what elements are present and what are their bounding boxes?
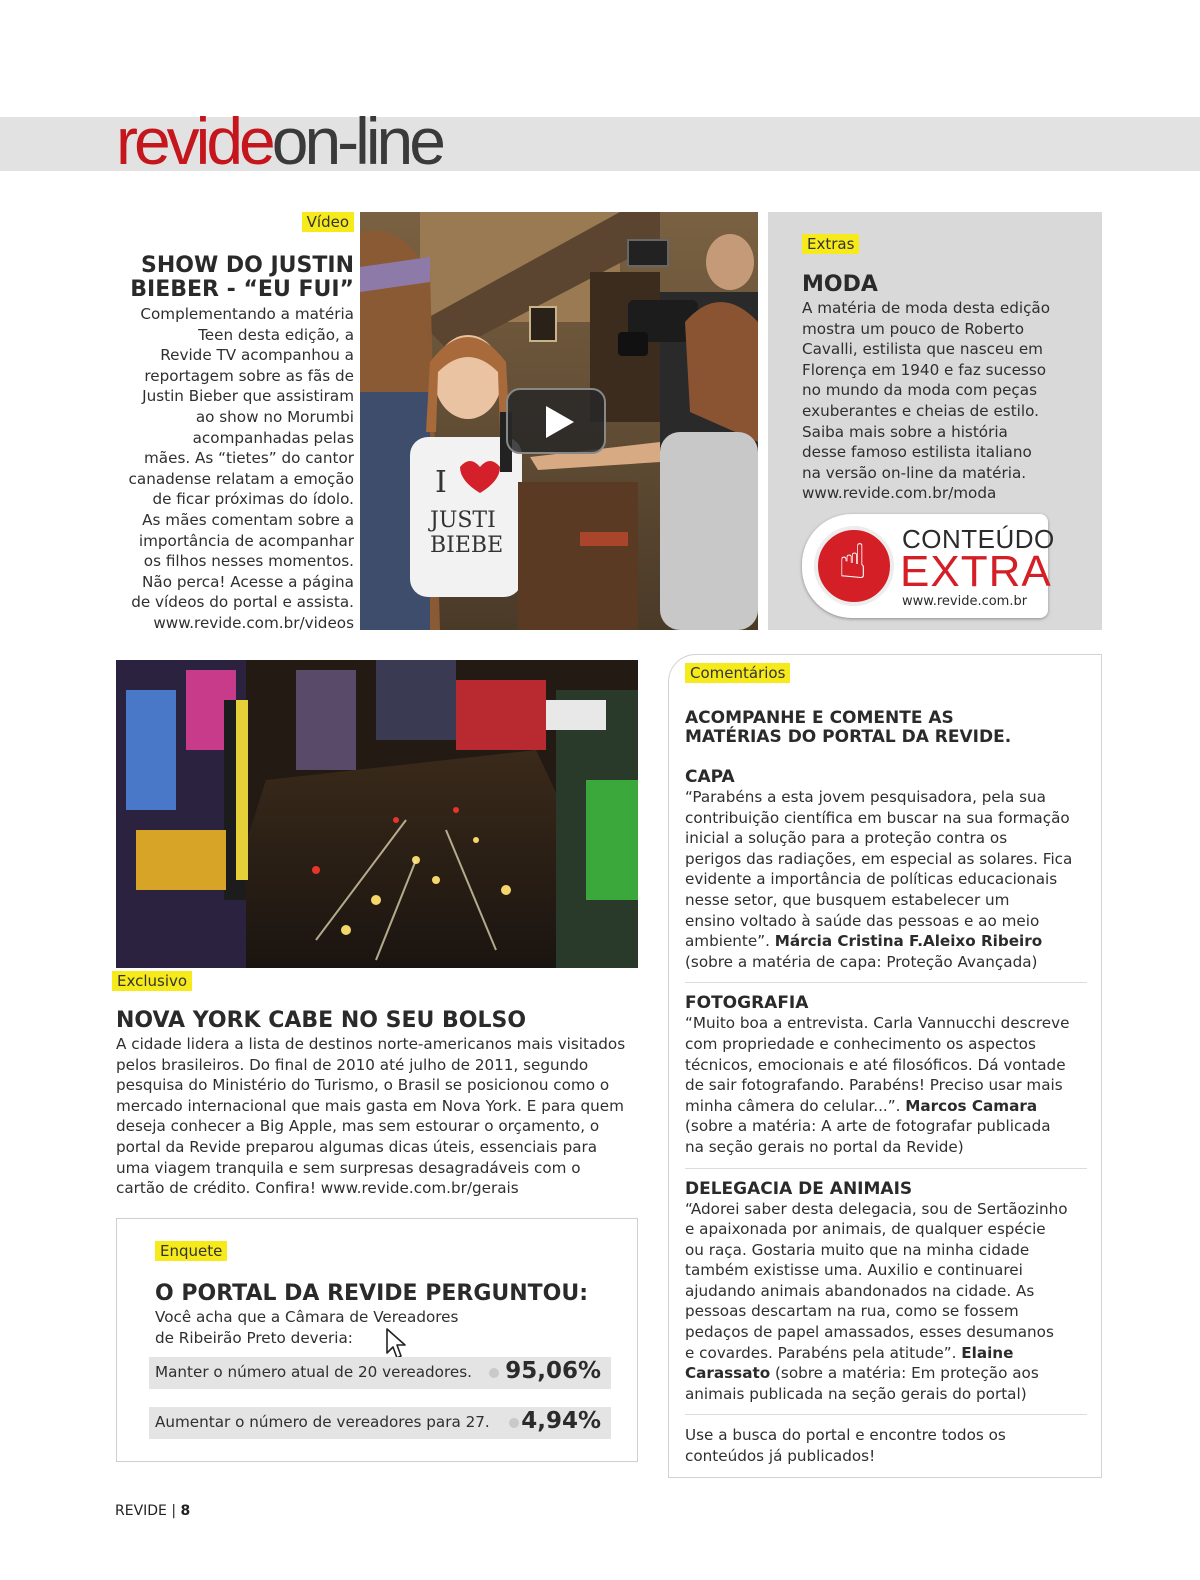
comentarios-footer [685,1425,1083,1466]
text-line: deseja conhecer a Big Apple, mas sem estourar o orçamento, o [116,1117,600,1136]
text-line: Não perca! Acesse a página [142,572,354,591]
page-number: 8 [180,1503,191,1519]
text-line [685,931,1083,952]
text-line: nesse setor, que busquem estabelecer um [685,890,1010,909]
play-button[interactable] [506,388,606,454]
video-thumbnail[interactable] [360,212,758,630]
text-line: Você acha que a Câmara de Vereadores [155,1308,459,1326]
text-line: mostra um pouco de Roberto [802,319,1025,338]
text-line: com propriedade e conhecimento os aspectos [685,1034,1036,1053]
comment-title: FOTOGRAFIA [685,993,809,1014]
text-line: uma viagem tranquila e sem surpresas desagradáveis com o [116,1158,581,1177]
text-line: evidente a importância de políticas educacionais [685,870,1058,889]
divider [685,1414,1087,1415]
text-line: pedaços de papel amassados, esses desumanos [685,1323,1054,1342]
poll-option-label: Manter o número atual de 20 vereadores. [155,1363,472,1381]
lead-line: MATÉRIAS DO PORTAL DA REVIDE. [685,727,1012,747]
svg-text:BIEBE: BIEBE [430,533,504,558]
text-line: mercado internacional que mais gasta em Nova York. E para quem [116,1096,624,1115]
video-body [118,304,354,634]
masthead-gray: on-line [271,104,442,178]
text-line: no mundo da moda com peças [802,381,1038,400]
video-title [118,254,354,302]
enquete-box [116,1218,638,1462]
text-line: de ficar próximas do ídolo. [152,490,354,509]
text-line: A cidade lidera a lista de destinos norte-americanos mais visitados [116,1035,626,1053]
text-line: “Muito boa a entrevista. Carla Vannucchi descreve [685,1014,1070,1033]
page-footer [115,1503,190,1519]
text-line: pesquisa do Ministério do Turismo, o Brasil se posicionou como o [116,1076,610,1095]
comment-author: Marcos Camara [905,1096,1038,1115]
text-line: ou raça. Gostaria muito que na minha cidade [685,1240,1030,1259]
text-line: mães. As “tietes” do cantor [144,449,354,468]
text-line: também existisse uma. Auxilio e continuarei [685,1261,1023,1280]
text-line: desse famoso estilista italiano [802,443,1032,462]
poll-option-percent: 4,94% [521,1408,601,1434]
times-square-photo [116,660,638,968]
text-line: de sair fotografando. Parabéns! Preciso usar mais [685,1076,1063,1095]
text-line: “Adorei saber desta delegacia, sou de Sertãozinho [685,1199,1068,1218]
footer-brand: REVIDE [115,1503,167,1519]
extras-title: MODA [802,272,878,297]
comment-fotografia [685,993,1083,1157]
poll-dot [489,1368,499,1378]
exclusivo-article [116,1008,644,1199]
text-line: As mães comentam sobre a [142,510,354,529]
text-line: Florença em 1940 e faz sucesso [802,360,1047,379]
video-title-line: SHOW DO JUSTIN [140,253,354,278]
text-line: Teen desta edição, a [198,325,354,344]
text-line: ao show no Morumbi [195,407,354,426]
text-line: de vídeos do portal e assista. [131,593,354,612]
text-line: A matéria de moda desta edição [802,299,1051,317]
poll-option-1[interactable] [149,1357,611,1389]
text-span: minha câmera do celular...”. [685,1096,906,1115]
comment-source: (sobre a matéria: A arte de fotografar publicada [685,1117,1051,1136]
exclusivo-tag: Exclusivo [112,971,192,991]
times-square-scene [116,660,638,968]
text-line: Revide TV acompanhou a [160,346,354,365]
masthead-logo [116,104,442,178]
masthead-red: revide [116,104,272,178]
exclusivo-title: NOVA YORK CABE NO SEU BOLSO [116,1008,527,1033]
comment-body [685,1199,1083,1405]
text-line: na versão on-line da matéria. [802,463,1027,482]
text-line: contribuição científica em buscar na sua formação [685,808,1070,827]
text-line: ajudando animais abandonados na cidade. As [685,1281,1035,1300]
comment-title: DELEGACIA DE ANIMAIS [685,1178,913,1199]
svg-text:I: I [435,465,447,500]
lead-line: ACOMPANHE E COMENTE AS [685,708,954,728]
video-link[interactable]: www.revide.com.br/videos [153,613,354,632]
text-line [685,1096,1083,1117]
text-line: Cavalli, estilista que nasceu em [802,340,1043,359]
text-line: pessoas descartam na rua, como se fossem [685,1302,1019,1321]
comment-title: CAPA [685,767,735,787]
divider [685,982,1087,983]
comment-source: (sobre a matéria: Em proteção aos [770,1364,1039,1383]
mouse-cursor-icon [385,1327,409,1361]
svg-text:JUSTI: JUSTI [430,508,496,533]
extras-box [768,212,1102,630]
text-line: Saiba mais sobre a história [802,422,1008,441]
extras-link[interactable]: www.revide.com.br/moda [802,484,997,503]
comment-delegacia [685,1179,1083,1405]
extras-body [802,298,1082,504]
comment-source: animais publicada na seção gerais do portal) [685,1384,1027,1403]
comment-capa [685,767,1083,972]
video-article [118,212,354,634]
text-line: importância de acompanhar [138,531,354,550]
text-line [685,1363,1083,1384]
comentarios-box [668,654,1102,1478]
comment-author: Carassato [685,1364,771,1383]
footer-separator: | [166,1503,181,1519]
video-tag: Vídeo [302,212,354,232]
text-line: técnicos, emocionais e até filosóficos. Dá vontade [685,1055,1066,1074]
pointing-hand-icon: ☝ [838,534,868,590]
text-line: e apaixonada por animais, de qualquer espécie [685,1220,1046,1239]
comentarios-tag: Comentários [685,663,790,683]
text-line: “Parabéns a esta jovem pesquisadora, pela sua [685,788,1046,806]
exclusivo-body [116,1034,644,1199]
enquete-tag: Enquete [155,1241,227,1261]
extras-tag: Extras [802,234,859,254]
comment-body [685,787,1083,972]
poll-dot [509,1418,519,1428]
text-line: exuberantes e cheias de estilo. [802,401,1039,420]
text-line: perigos das radiações, em especial as solares. Fica [685,849,1073,868]
text-line: acompanhadas pelas [192,428,354,447]
badge-url: www.revide.com.br [902,594,1028,609]
text-span: e covardes. Parabéns pela atitude”. [685,1343,962,1362]
enquete-title: O PORTAL DA REVIDE PERGUNTOU: [155,1281,589,1306]
text-line: inicial a solução para a proteção contra os [685,829,1008,848]
play-icon [546,406,574,438]
comment-author: Márcia Cristina F.Aleixo Ribeiro [774,932,1043,951]
text-line: de Ribeirão Preto deveria: [155,1328,353,1347]
badge-circle [814,526,894,606]
comment-author: Elaine [961,1343,1014,1362]
text-line: conteúdos já publicados! [685,1447,876,1466]
divider [685,1168,1087,1169]
text-line: ensino voltado à saúde das pessoas e ao meio [685,911,1040,930]
text-line: pelos brasileiros. Do final de 2010 até julho de 2011, segundo [116,1055,589,1074]
text-line: canadense relatam a emoção [128,469,354,488]
enquete-question [155,1307,495,1348]
badge-line2: EXTRA [900,547,1052,596]
comment-source: (sobre a matéria de capa: Proteção Avançada) [685,952,1038,971]
poll-option-label: Aumentar o número de vereadores para 27. [155,1413,490,1431]
text-line: os filhos nesses momentos. [143,552,354,571]
exclusivo-link-line[interactable]: cartão de crédito. Confira! www.revide.com.br/gerais [116,1179,519,1198]
text-line: Use a busca do portal e encontre todos os [685,1426,1006,1445]
poll-option-percent: 95,06% [505,1358,601,1384]
text-line: Justin Bieber que assistiram [142,387,354,406]
video-title-line: BIEBER - “EU FUI” [130,277,354,302]
comment-source: na seção gerais no portal da Revide) [685,1137,964,1156]
conteudo-extra-badge[interactable] [802,514,1055,618]
text-line [685,1343,1083,1364]
comment-body [685,1013,1083,1157]
text-line: portal da Revide preparou algumas dicas úteis, essenciais para [116,1137,598,1156]
text-line: reportagem sobre as fãs de [144,366,354,385]
text-span: ambiente”. [685,932,775,951]
badge-line1: CONTEÚDO [902,524,1055,554]
text-line: Complementando a matéria [140,305,354,323]
comentarios-lead [685,709,1083,747]
poll-option-2[interactable] [149,1407,611,1439]
